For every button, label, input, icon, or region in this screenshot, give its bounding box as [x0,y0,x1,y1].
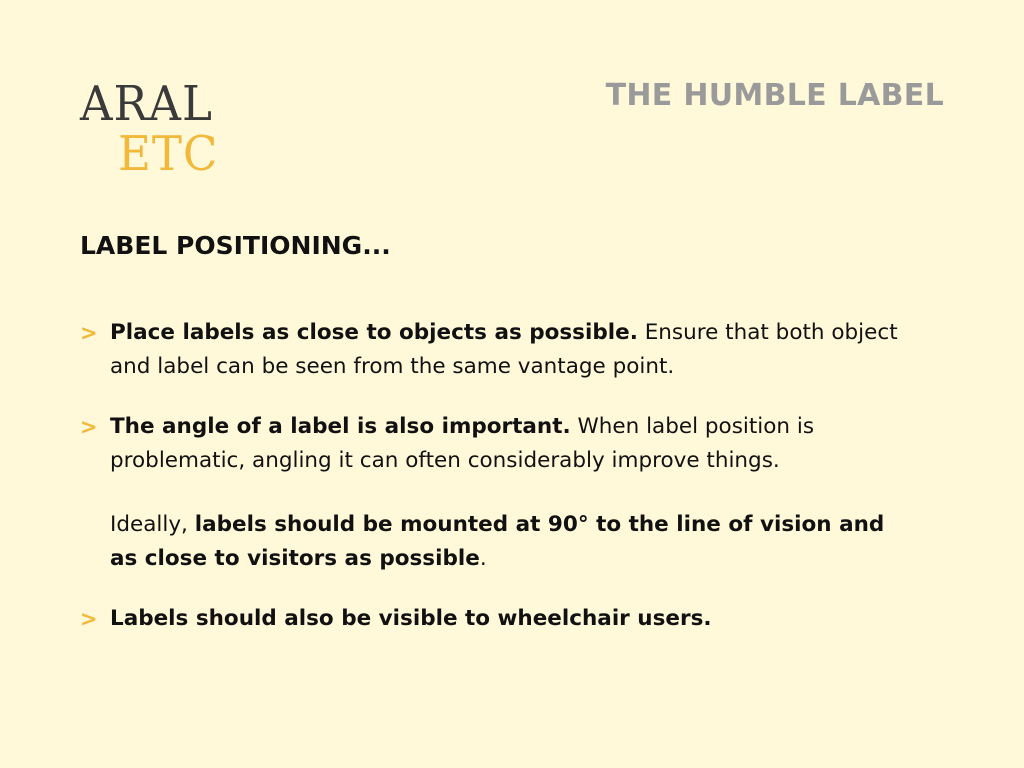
bullet-bold-lead: Place labels as close to objects as possible. [110,320,638,345]
bullet-text: When label position is problematic, angling it can often considerably improve things. [110,414,815,473]
bullet-list [80,316,900,662]
bullet-marker-icon: > [80,415,98,439]
bullet-item-1 [80,316,900,384]
bullet-text: Ensure that both object and label can be seen from the same vantage point. [110,320,898,379]
bullet-paragraph [110,316,900,384]
bullet-marker-icon: > [80,321,98,345]
bullet-marker-icon: > [80,607,98,631]
slide-header-title: THE HUMBLE LABEL [605,78,944,113]
bullet-paragraph [110,410,900,478]
logo-etc-text: ETC [118,126,219,182]
bullet-item-3 [80,602,900,636]
bullet-bold-lead: The angle of a label is also important. [110,414,571,439]
aral-etc-logo [80,74,270,184]
bullet-bold-lead: Labels should also be visible to wheelchair users. [110,606,712,631]
bullet-para2-suffix: . [479,546,487,571]
bullet-para2-bold: labels should be mounted at 90° to the line of vision and as close to visitors as possible [110,512,885,571]
bullet-item-2 [80,410,900,576]
bullet-paragraph [110,602,900,636]
bullet-paragraph-2 [110,508,900,576]
section-title: LABEL POSITIONING... [80,231,391,260]
logo-aral-text: ARAL [80,76,213,132]
bullet-para2-prefix: Ideally, [110,512,195,537]
